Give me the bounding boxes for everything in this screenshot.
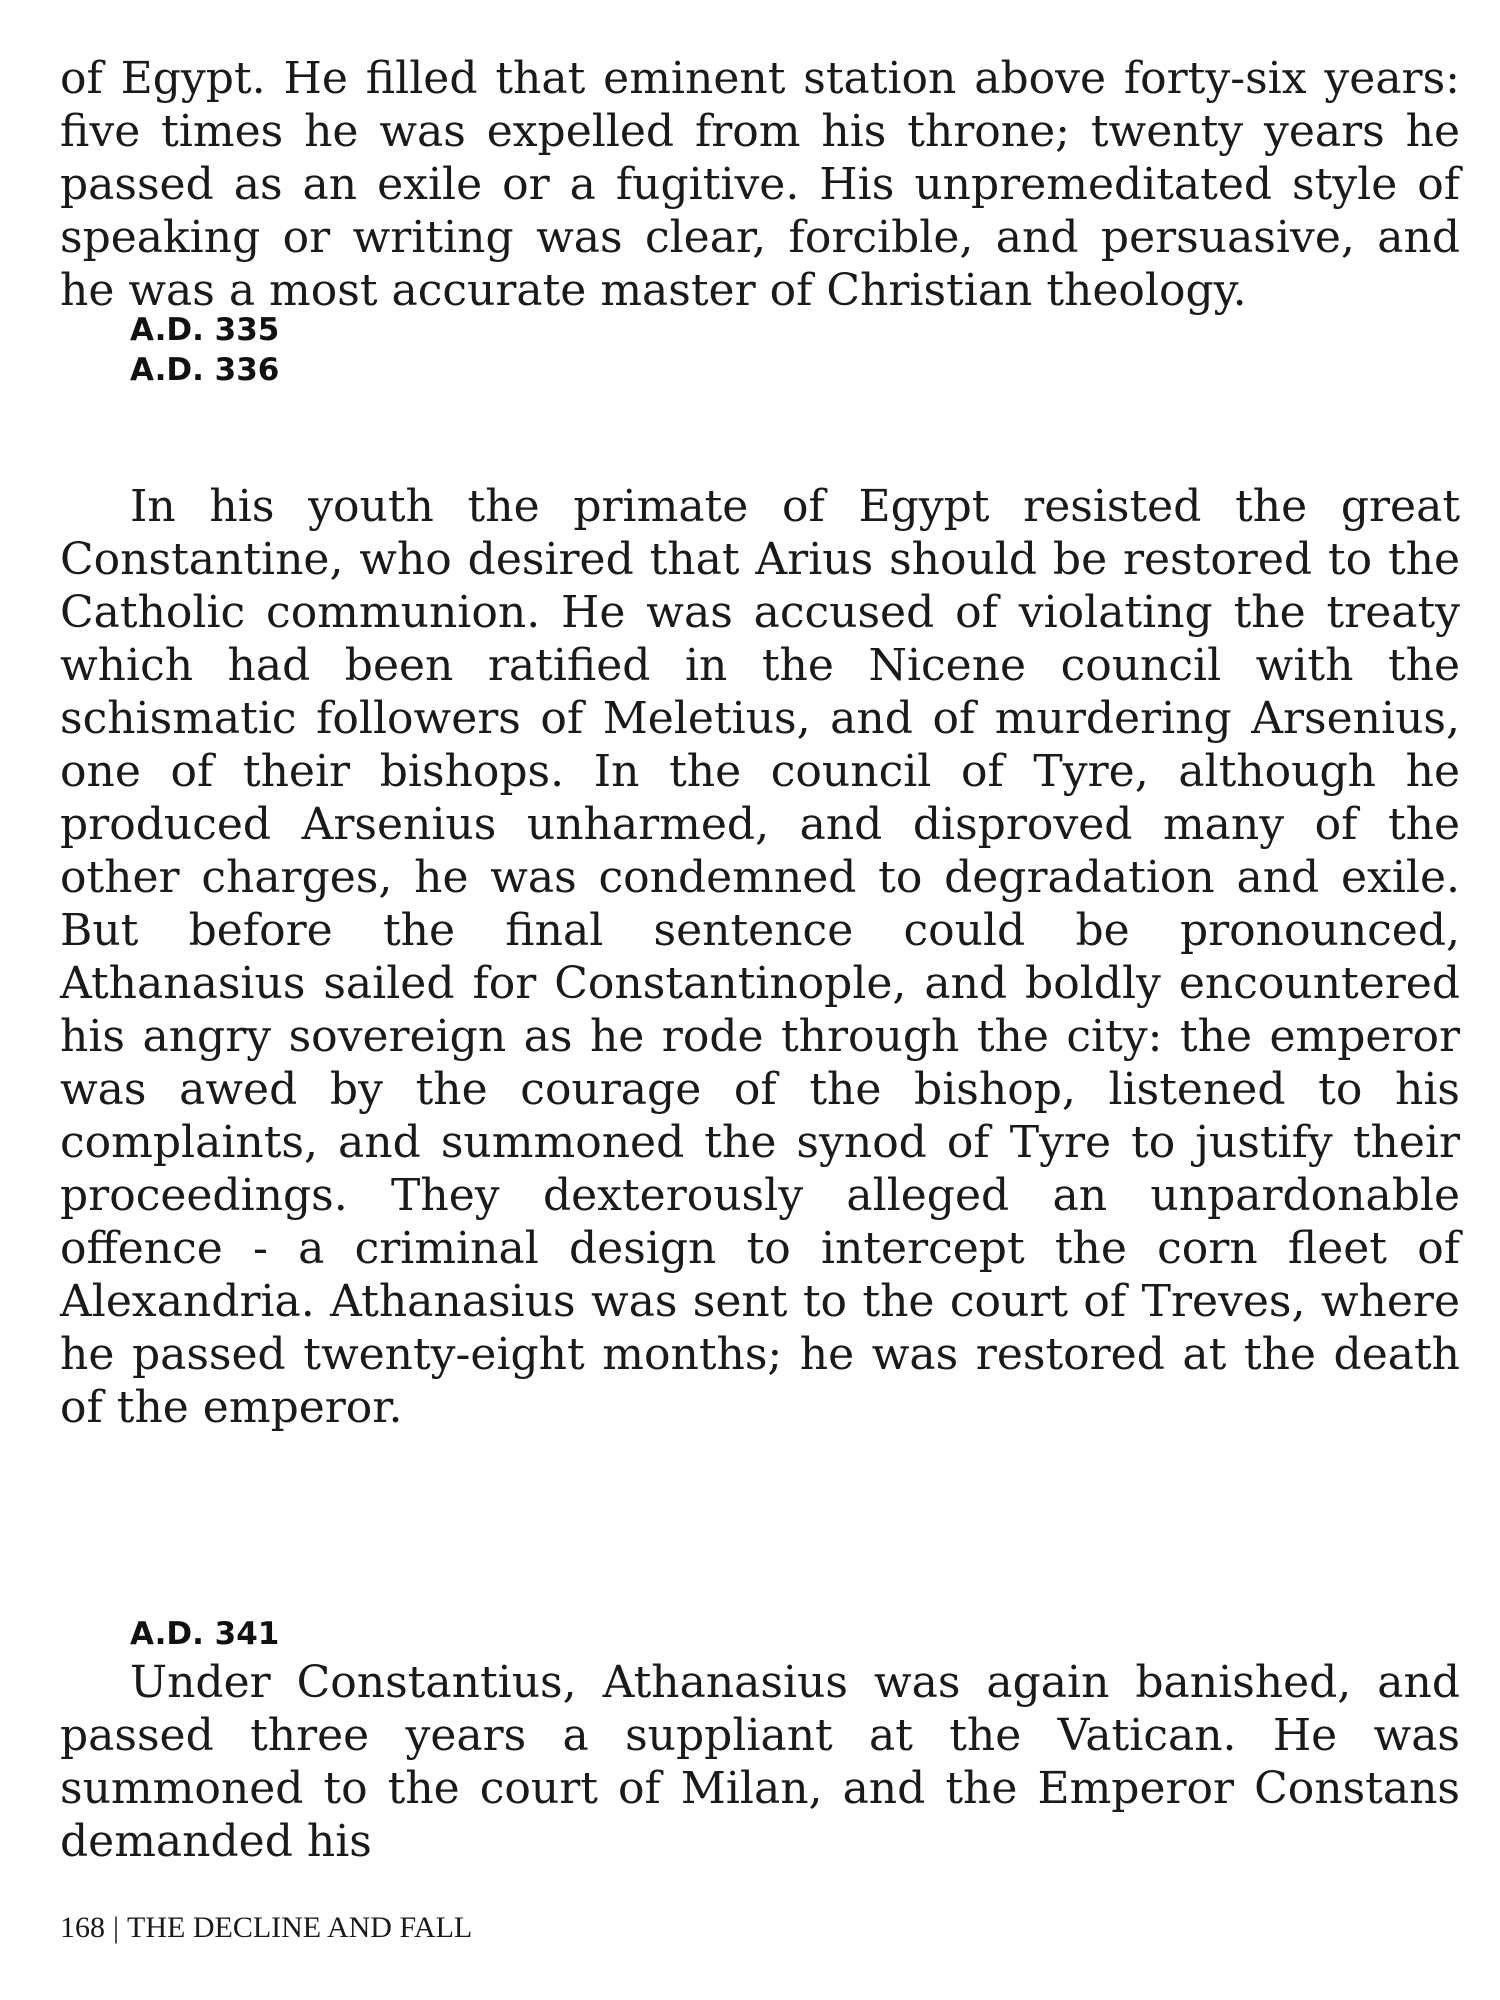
paragraph-continuation: of Egypt. He filled that eminent station above forty-six years: five times he was expelled from his throne; twenty years he passed as an exile or a fugitive. His unpremeditated style of speaking or writing was clear, forcible, and persuasive, and he was a most accurate master of Christian theology. <box>60 53 1460 316</box>
margin-date-341: A.D. 341 <box>130 1616 280 1652</box>
footer-separator: | <box>113 1911 120 1944</box>
margin-date-336: A.D. 336 <box>130 352 280 388</box>
margin-date-335: A.D. 335 <box>130 312 280 348</box>
page-number: 168 <box>60 1911 105 1944</box>
paragraph-youth: In his youth the primate of Egypt resisted the great Constantine, who desired that Arius should be restored to the Catholic communion. He was accused of violating the treaty which had been ratified in the Nicene council with the schismatic followers of Meletius, and of murdering Arsenius, one of their bishops. In the council of Tyre, although he produced Arsenius unharmed, and disproved many of the other charges, he was condemned to degradation and exile. But before the final sentence could be pronounced, Athanasius sailed for Constantinople, and boldly encountered his angry sovereign as he rode through the city: the emperor was awed by the courage of the bishop, listened to his complaints, and summoned the synod of Tyre to justify their proceedings. They dexterously alleged an unpardonable offence - a criminal design to intercept the corn fleet of Alexandria. Athanasius was sent to the court of Treves, where he passed twenty-eight months; he was restored at the death of the emperor. <box>60 481 1460 1433</box>
running-title: THE DECLINE AND FALL <box>127 1911 473 1944</box>
running-footer <box>60 1908 472 1948</box>
paragraph-constantius: Under Constantius, Athanasius was again banished, and passed three years a suppliant at the Vatican. He was summoned to the court of Milan, and the Emperor Constans demanded his <box>60 1657 1460 1867</box>
